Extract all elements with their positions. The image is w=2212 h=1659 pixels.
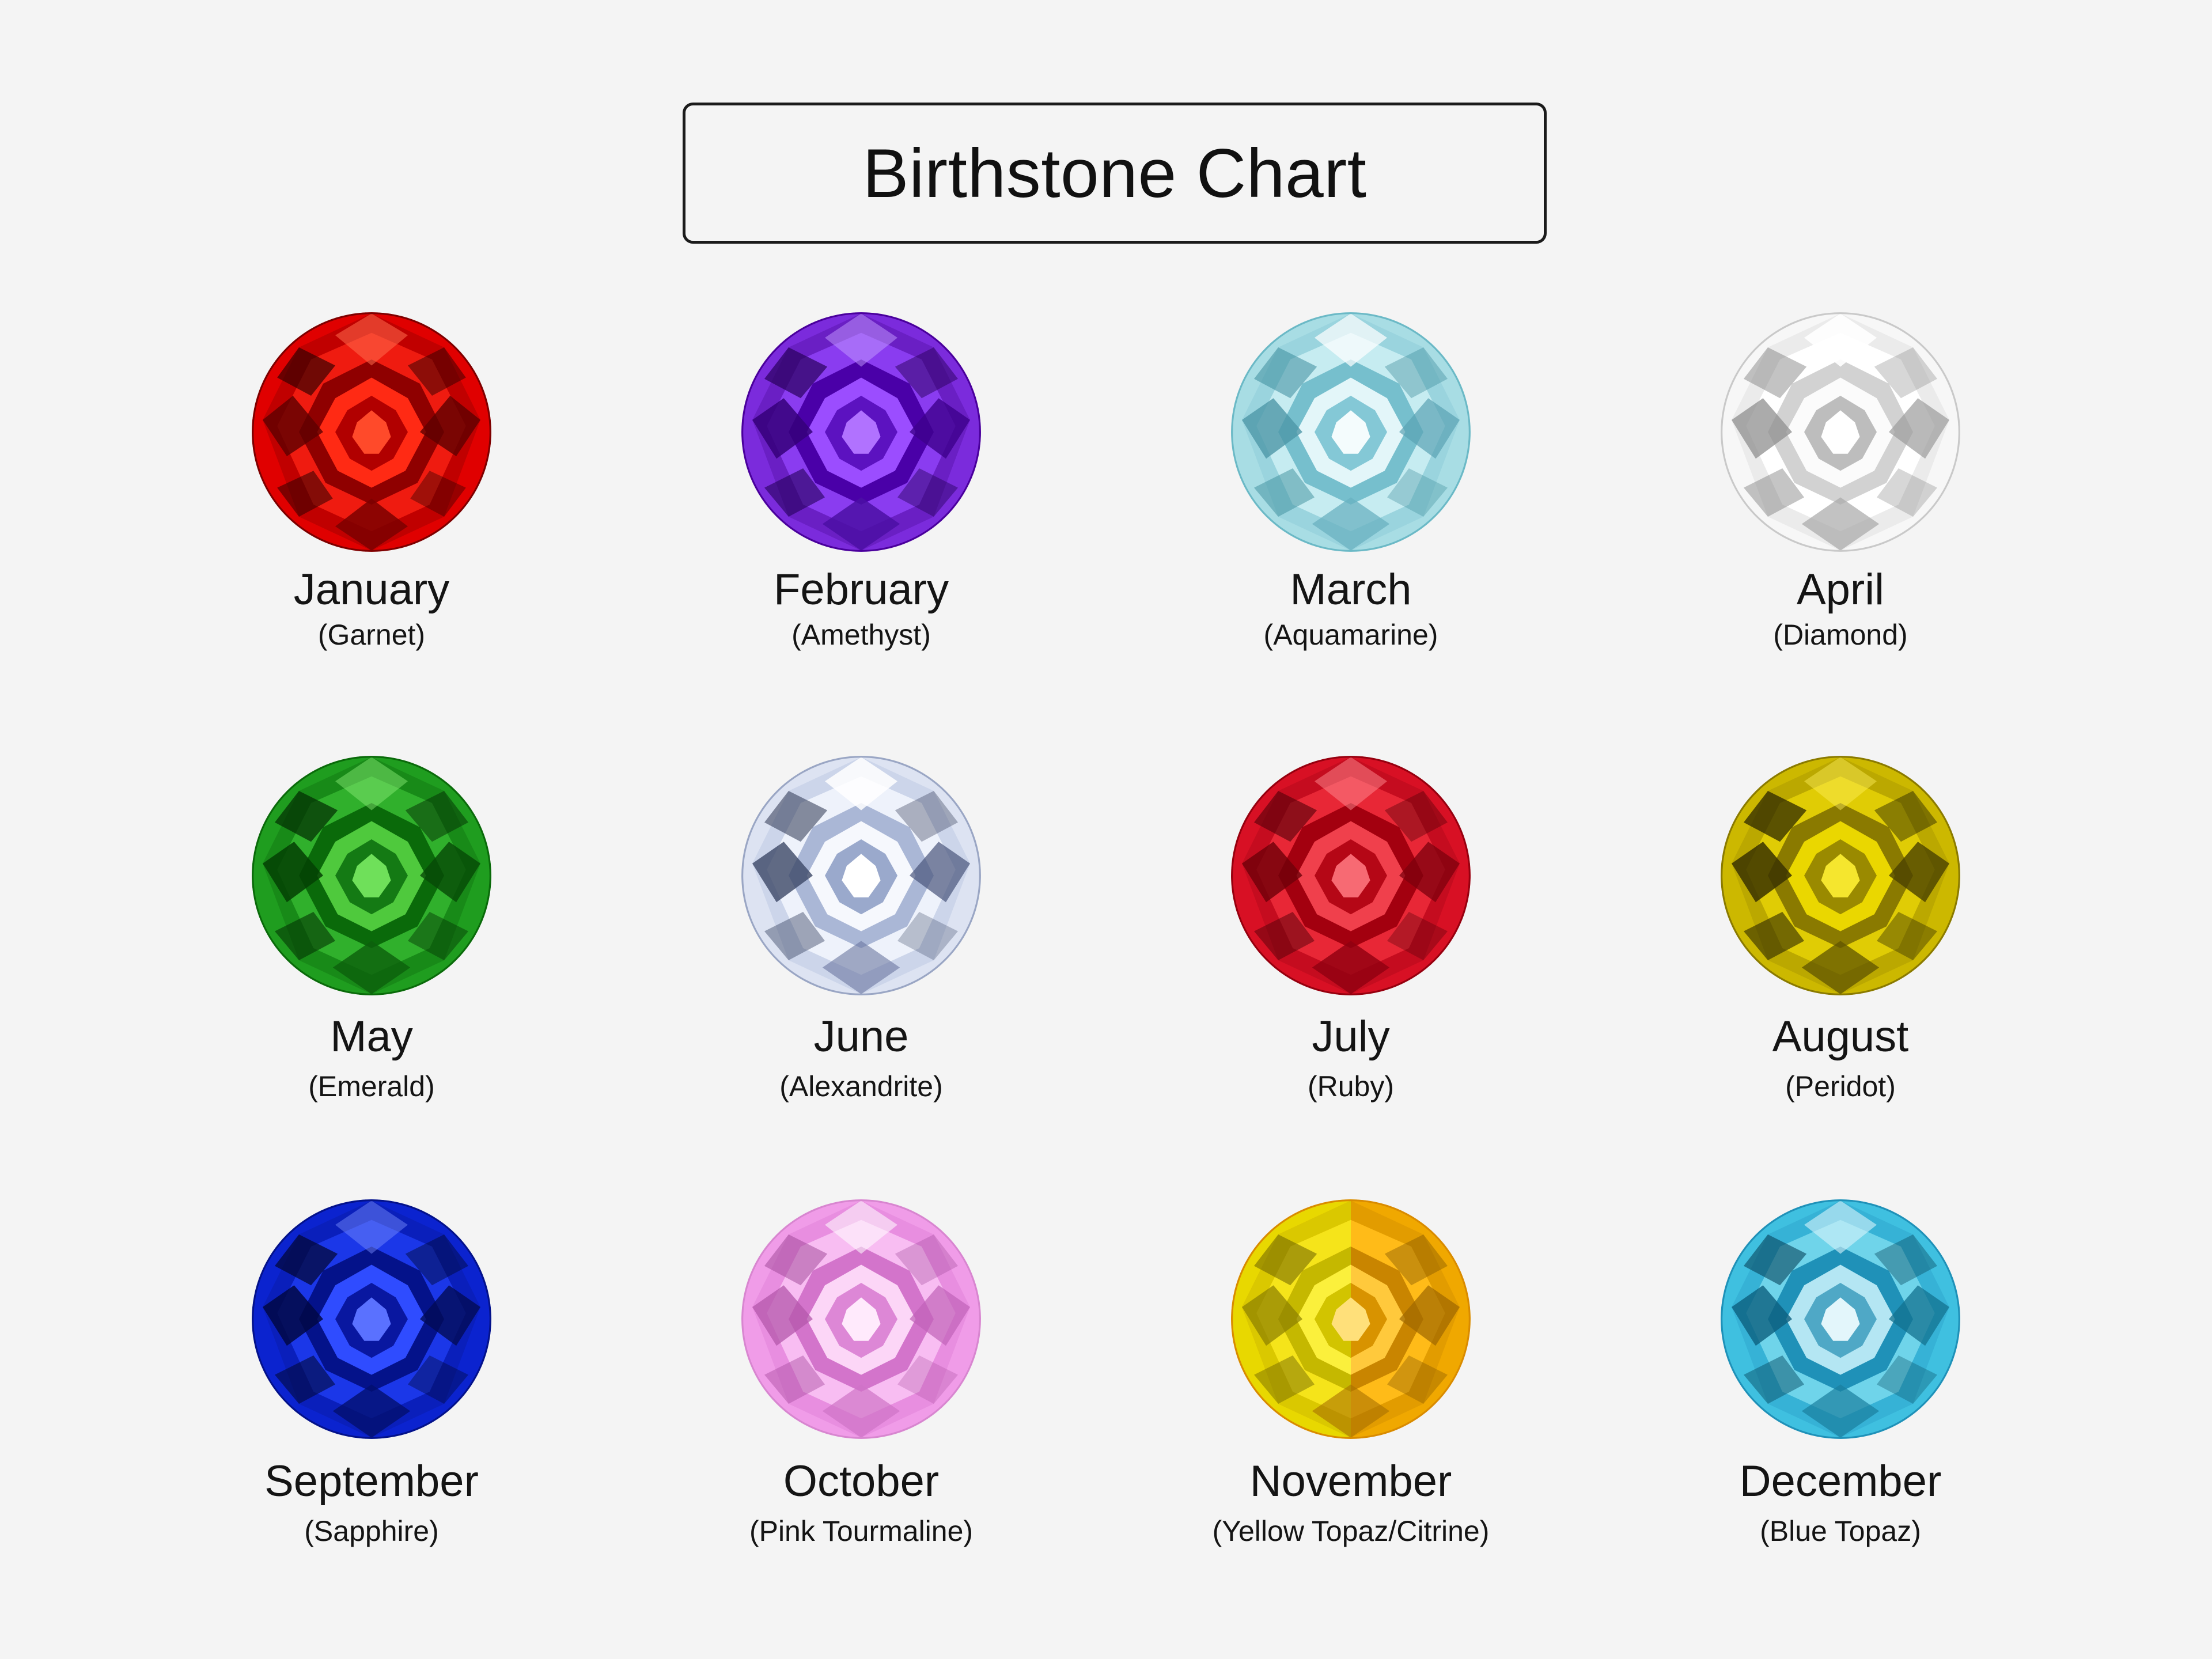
month-label: February: [773, 565, 949, 614]
stone-label: (Aquamarine): [1263, 618, 1438, 651]
month-label: April: [1796, 565, 1885, 614]
birthstone-cell-july[interactable]: [1106, 755, 1596, 1198]
gem-march: [1230, 311, 1472, 553]
birthstone-cell-august[interactable]: [1596, 755, 2085, 1198]
gem-february: [740, 311, 982, 553]
round-cut-gem-icon: [740, 311, 982, 553]
month-label: May: [330, 1012, 413, 1061]
gem-january: [251, 311, 493, 553]
stone-label: (Blue Topaz): [1760, 1514, 1921, 1547]
month-label: June: [813, 1012, 909, 1061]
birthstone-cell-february[interactable]: [616, 311, 1106, 755]
stone-label: (Peridot): [1785, 1070, 1896, 1103]
round-cut-gem-icon: [740, 755, 982, 997]
round-cut-gem-icon: [740, 1198, 982, 1440]
gem-june: [740, 755, 982, 997]
birthstone-cell-march[interactable]: [1106, 311, 1596, 755]
gem-april: [1719, 311, 1961, 553]
round-cut-gem-icon: [1719, 1198, 1961, 1440]
gem-september: [251, 1198, 493, 1440]
month-label: November: [1249, 1457, 1452, 1506]
round-cut-gem-icon: [251, 755, 493, 997]
stone-label: (Sapphire): [304, 1514, 439, 1547]
month-label: September: [264, 1457, 479, 1506]
gem-october: [740, 1198, 982, 1440]
month-label: December: [1739, 1457, 1942, 1506]
gem-november: [1230, 1198, 1472, 1440]
stone-label: (Yellow Topaz/Citrine): [1212, 1514, 1490, 1547]
stone-label: (Garnet): [317, 618, 426, 651]
birthstone-cell-october[interactable]: [616, 1198, 1106, 1642]
round-cut-gem-icon: [1719, 311, 1961, 553]
gem-august: [1719, 755, 1961, 997]
birthstone-cell-june[interactable]: [616, 755, 1106, 1198]
month-label: August: [1772, 1012, 1909, 1061]
stone-label: (Emerald): [308, 1070, 435, 1103]
gem-july: [1230, 755, 1472, 997]
birthstone-cell-november[interactable]: [1106, 1198, 1596, 1642]
stone-label: (Pink Tourmaline): [749, 1514, 974, 1547]
month-label: July: [1312, 1012, 1390, 1061]
stone-label: (Alexandrite): [779, 1070, 943, 1103]
page-title: Birthstone Chart: [862, 134, 1367, 212]
round-cut-gem-icon: [1230, 311, 1472, 553]
chart-title-box: [683, 103, 1547, 244]
round-cut-gem-icon: [1230, 755, 1472, 997]
gem-may: [251, 755, 493, 997]
round-cut-gem-icon: [1230, 1198, 1472, 1440]
birthstone-cell-december[interactable]: [1596, 1198, 2085, 1642]
birthstone-cell-april[interactable]: [1596, 311, 2085, 755]
birthstone-cell-may[interactable]: [127, 755, 616, 1198]
round-cut-gem-icon: [251, 311, 493, 553]
stone-label: (Ruby): [1307, 1070, 1395, 1103]
stone-label: (Amethyst): [791, 618, 931, 651]
stone-label: (Diamond): [1773, 618, 1908, 651]
round-cut-gem-icon: [1719, 755, 1961, 997]
month-label: January: [293, 565, 450, 614]
month-label: March: [1290, 565, 1412, 614]
birthstone-cell-september[interactable]: [127, 1198, 616, 1642]
gem-december: [1719, 1198, 1961, 1440]
birthstone-cell-january[interactable]: [127, 311, 616, 755]
round-cut-gem-icon: [251, 1198, 493, 1440]
birthstone-grid: [127, 311, 2085, 1642]
month-label: October: [783, 1457, 940, 1506]
